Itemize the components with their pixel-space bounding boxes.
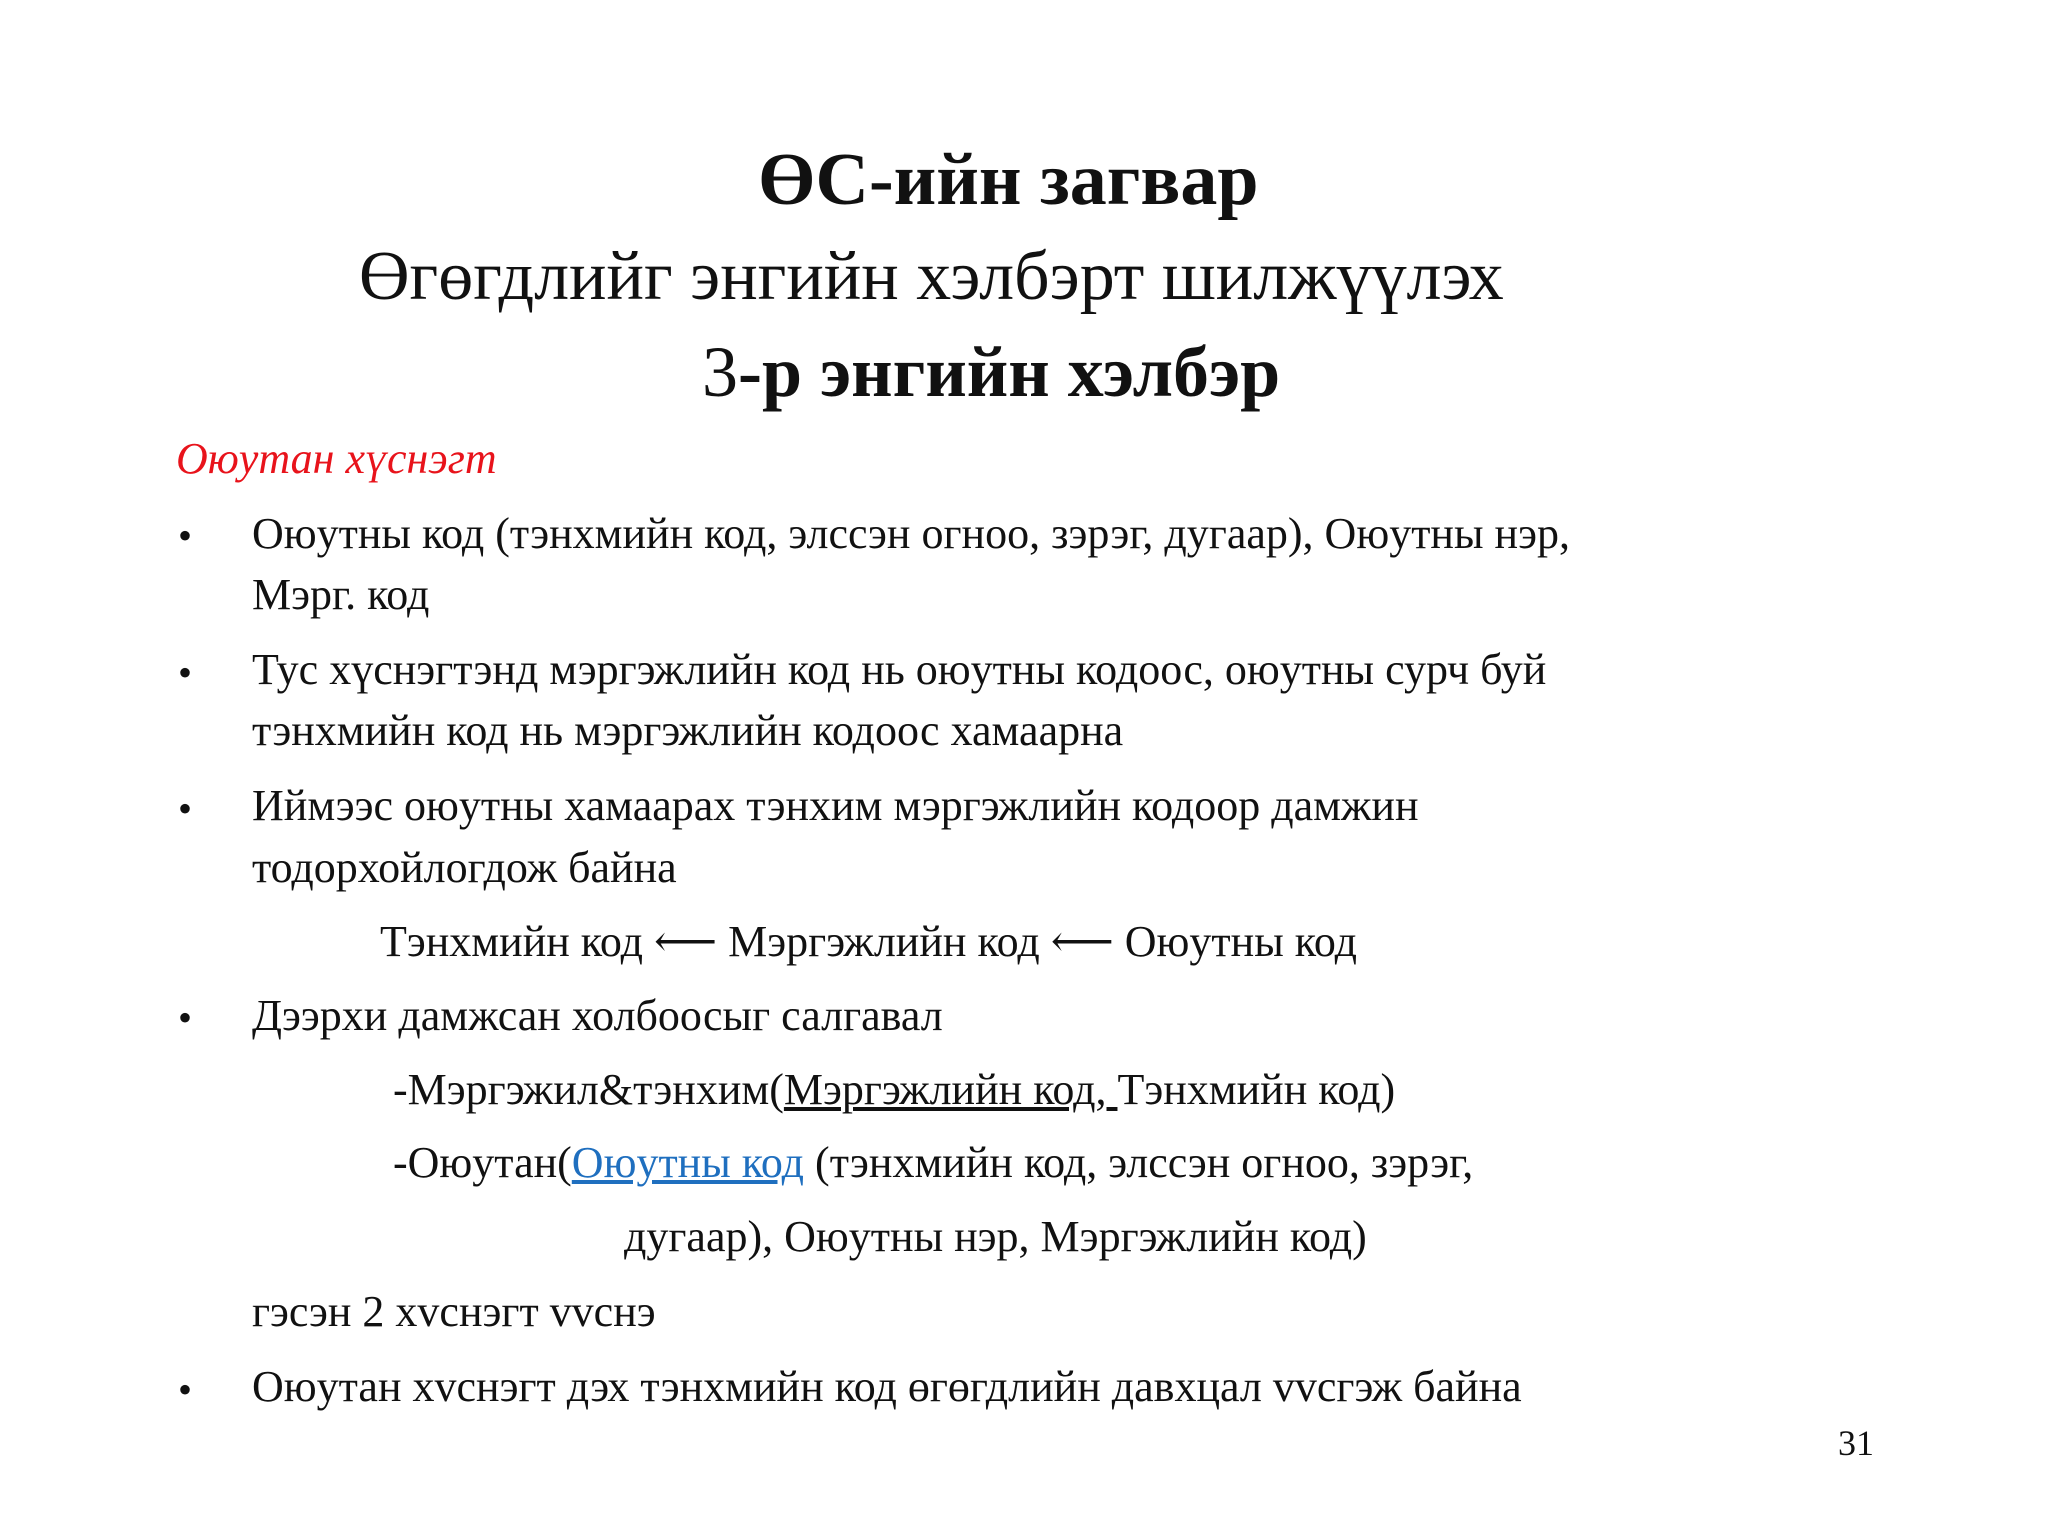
relation-2-line-2: дугаар), Оюутны нэр, Мэргэжлийн код) (624, 1212, 1367, 1261)
title-number: 3 (702, 332, 738, 412)
bullet-marker: • (178, 995, 193, 1040)
bullet-2-line-2: тэнхмийн код нь мэргэжлийн кодоос хамаарна (252, 706, 1124, 755)
table-subtitle: Оюутан хүснэгт (176, 434, 497, 483)
relation-1-rest: Тэнхмийн код) (1117, 1065, 1396, 1114)
title-rest: -р энгийн хэлбэр (738, 332, 1281, 412)
slide-title-line-2: Өгөгдлийг энгийн хэлбэрт шилжүүлэх (359, 238, 1504, 315)
bullet-4-line-1: Дээрхи дамжсан холбоосыг салгавал (252, 991, 943, 1040)
bullet-marker: • (178, 513, 193, 558)
bullet-1-line-1: Оюутны код (тэнхмийн код, элссэн огноо, зэрэг, дугаар), Оюутны нэр, (252, 509, 1570, 558)
relation-2-rest: (тэнхмийн код, элссэн огноо, зэрэг, (804, 1138, 1474, 1187)
relation-specialty-department (393, 1065, 1396, 1114)
result-line: гэсэн 2 хvснэгт vvснэ (252, 1287, 656, 1336)
bullet-1-line-2: Мэрг. код (252, 570, 430, 619)
bullet-5-line-1: Оюутан хvснэгт дэх тэнхмийн код өгөгдлийн давхцал vvсгэж байна (252, 1362, 1522, 1411)
slide-title-line-3 (702, 332, 1281, 412)
relation-student (393, 1138, 1474, 1187)
dependency-chain: Тэнхмийн код ⟵ Мэргэжлийн код ⟵ Оюутны код (380, 917, 1358, 966)
bullet-2-line-1: Тус хүснэгтэнд мэргэжлийн код нь оюутны кодоос, оюутны сурч буй (252, 645, 1547, 694)
bullet-3-line-1: Иймээс оюутны хамаарах тэнхим мэргэжлийн кодоор дамжин (252, 781, 1419, 830)
relation-2-prefix: -Оюутан( (393, 1138, 572, 1187)
relation-1-prefix: -Мэргэжил&тэнхим( (393, 1065, 784, 1114)
bullet-3-line-2: тодорхойлогдож байна (252, 843, 677, 892)
relation-1-primary-key: Мэргэжлийн код, (783, 1065, 1118, 1114)
slide-title: ӨС-ийн загвар (758, 139, 1259, 221)
bullet-marker: • (178, 1367, 193, 1412)
page-number: 31 (1838, 1423, 1874, 1463)
bullet-marker: • (178, 650, 193, 695)
bullet-marker: • (178, 786, 193, 831)
relation-2-primary-key-link[interactable]: Оюутны код (571, 1138, 805, 1187)
